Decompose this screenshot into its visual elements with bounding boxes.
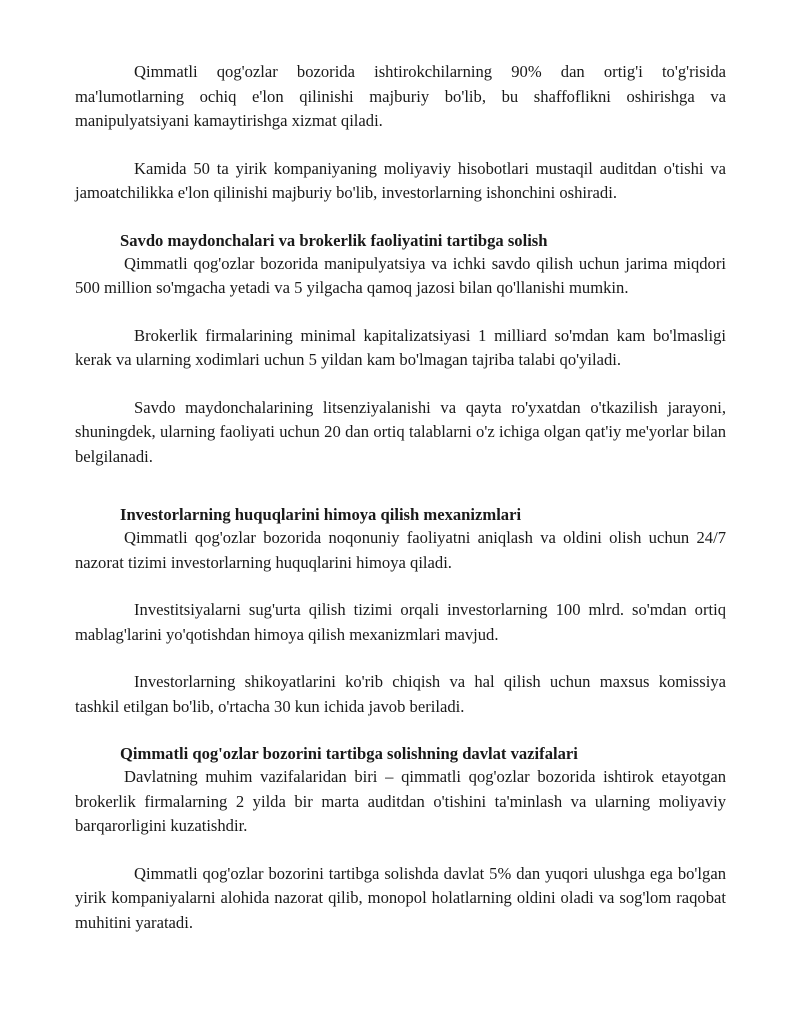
section-spacer [75,492,726,503]
paragraph: Qimmatli qog'ozlar bozorida ishtirokchilarning 90% dan ortig'i to'g'risida ma'lumotlarning ochiq e'lon qilinishi majburiy bo'lib, bu shaffoflikni oshirishga va manipulyatsiyani kamaytirishga xizmat qiladi. [75,62,726,130]
document-page [75,60,726,958]
paragraph: Brokerlik firmalarining minimal kapitalizatsiyasi 1 milliard so'mdan kam bo'lmasligi kerak va ularning xodimlari uchun 5 yildan kam bo'lmagan tajriba talabi qo'yiladi. [75,325,726,369]
section-heading: Savdo maydonchalari va brokerlik faoliyatini tartibga solish [120,230,548,250]
section-heading: Qimmatli qog'ozlar bozorini tartibga solishning davlat vazifalari [120,744,578,763]
paragraph: Savdo maydonchalarining litsenziyalanishi va qayta ro'yxatdan o'tkazilish jarayoni, shuningdek, ularning faoliyati uchun 20 dan ortiq talablarni o'z ichiga olgan qat'iy me'yorlar bilan belgilanadi. [75,397,726,466]
paragraph: Investorlarning shikoyatlarini ko'rib chiqish va hal qilish uchun maxsus komissiya tashkil etilgan bo'lib, o'rtacha 30 kun ichida javob beriladi. [75,672,726,716]
paragraph: Qimmatli qog'ozlar bozorini tartibga solishda davlat 5% dan yuqori ulushga ega bo'lgan yirik kompaniyalarni alohida nazorat qilib, monopol holatlarning oldini oladi va sog'lom raqobat muhitini yaratadi. [75,863,726,932]
paragraph: Investitsiyalarni sug'urta qilish tizimi orqali investorlarning 100 mlrd. so'mdan ortiq mablag'larini yo'qotishdan himoya qilish mexanizmlari mavjud. [75,600,726,644]
paragraph: Kamida 50 ta yirik kompaniyaning moliyaviy hisobotlari mustaqil auditdan o'tishi va jamoatchilikka e'lon qilinishi majburiy bo'lib, investorlarning ishonchini oshiradi. [75,158,726,202]
paragraph: Qimmatli qog'ozlar bozorida manipulyatsiya va ichki savdo qilish uchun jarima miqdori 500 million so'mgacha yetadi va 5 yilgacha qamoq jazosi bilan qo'llanishi mumkin. [75,253,726,297]
paragraph: Davlatning muhim vazifalaridan biri – qimmatli qog'ozlar bozorida ishtirok etayotgan brokerlik firmalarning 2 yilda bir marta auditdan o'tishini ta'minlash va ularning moliyaviy barqarorligini kuzatishdir. [75,767,726,835]
section-heading: Investorlarning huquqlarini himoya qilish mexanizmlari [120,505,522,524]
paragraph: Qimmatli qog'ozlar bozorida noqonuniy faoliyatni aniqlash va oldini olish uchun 24/7 nazorat tizimi investorlarning huquqlarini himoya qiladi. [75,528,726,572]
